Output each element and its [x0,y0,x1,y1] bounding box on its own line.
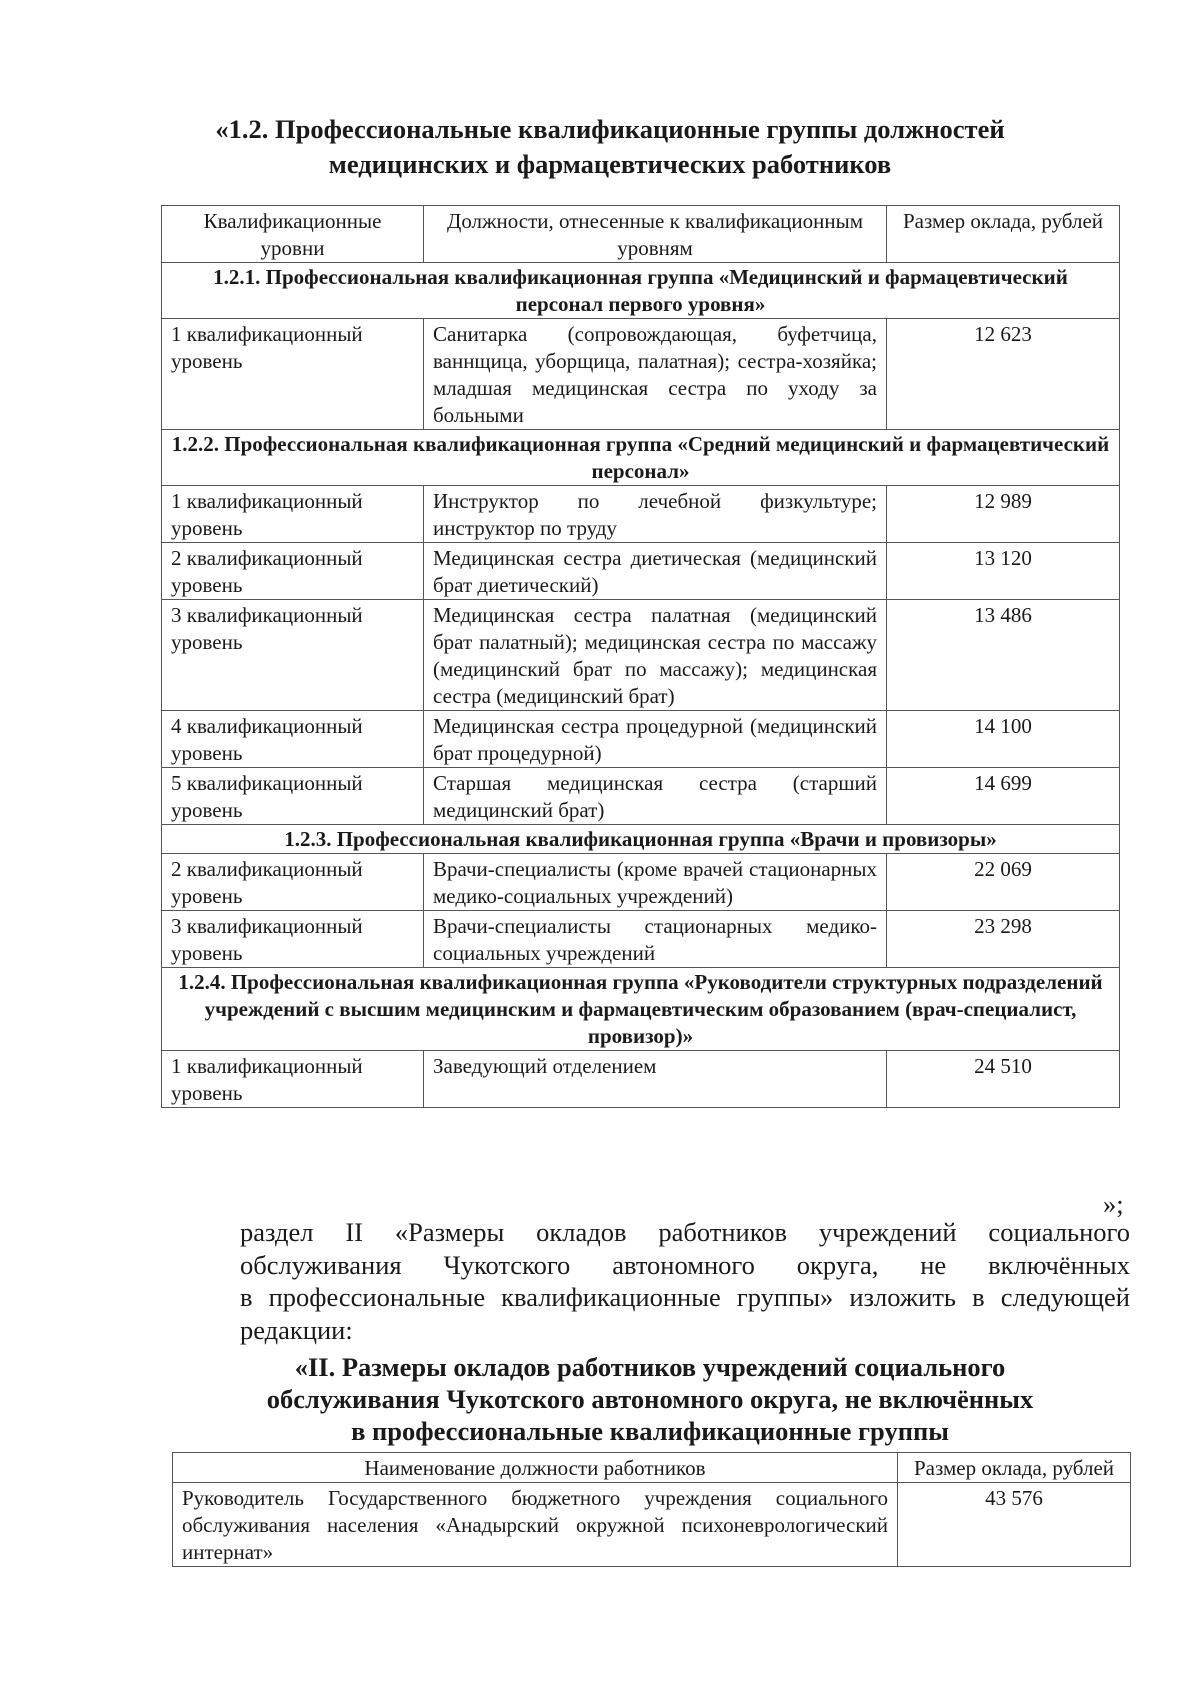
level-cell: 2 квалификационный уровень [162,543,424,600]
salary-cell: 24 510 [887,1051,1120,1108]
group-title: 1.2.4. Профессиональная квалификационная группа «Руководители структурных подразделений учреждений с высшим медицинским и фармацевтическим образованием (врач-специалист, провизор)» [162,968,1120,1051]
section-title-line: обслуживания Чукотского автономного округа, не включённых [266,1384,1034,1414]
position-cell: Руководитель Государственного бюджетного учреждения социального обслуживания населения «Анадырский окружной психоневрологический интернат» [173,1483,898,1567]
salary-cell: 12 623 [887,319,1120,430]
paragraph-line: в профессиональные квалификационные группы» изложить в следующей [240,1282,1130,1312]
table-header-row [173,1453,1131,1483]
column-header-salary: Размер оклада, рублей [898,1453,1131,1483]
salary-cell: 13 120 [887,543,1120,600]
salary-cell: 14 100 [887,711,1120,768]
position-cell: Старшая медицинская сестра (старший медицинский брат) [424,768,887,825]
qualification-groups-table [161,205,1120,1108]
salary-cell: 43 576 [898,1483,1131,1567]
section-title-line: в профессиональные квалификационные группы [351,1416,949,1446]
position-cell: Медицинская сестра процедурной (медицинский брат процедурной) [424,711,887,768]
salary-cell: 23 298 [887,911,1120,968]
section-title-line: «II. Размеры окладов работников учреждений социального [294,1352,1006,1382]
column-header-salary: Размер оклада, рублей [887,206,1120,263]
section-title-line: медицинских и фармацевтических работников [328,149,892,179]
other-positions-table-body [173,1453,1131,1567]
group-header-row [162,825,1120,854]
position-cell: Заведующий отделением [424,1051,887,1108]
group-header-row [162,430,1120,486]
level-cell: 1 квалификационный уровень [162,319,424,430]
column-header-position: Должности, отнесенные к квалификационным уровням [424,206,887,263]
salary-cell: 14 699 [887,768,1120,825]
group-title: 1.2.2. Профессиональная квалификационная группа «Средний медицинский и фармацевтический персонал» [162,430,1120,486]
table-header-row [162,206,1120,263]
salary-cell: 22 069 [887,854,1120,911]
group-header-row [162,968,1120,1051]
level-cell: 1 квалификационный уровень [162,1051,424,1108]
position-cell: Инструктор по лечебной физкультуре; инструктор по труду [424,486,887,543]
position-cell: Врачи-специалисты (кроме врачей стационарных медико-социальных учреждений) [424,854,887,911]
position-cell: Санитарка (сопровождающая, буфетчица, ваннщица, уборщица, палатная); сестра-хозяйка; младшая медицинская сестра по уходу за больными [424,319,887,430]
position-cell: Медицинская сестра палатная (медицинский брат палатный); медицинская сестра по массажу (медицинский брат по массажу); медицинская сестра (медицинский брат) [424,600,887,711]
level-cell: 2 квалификационный уровень [162,854,424,911]
table-row [162,600,1120,711]
other-positions-table [172,1452,1131,1567]
table-row [162,768,1120,825]
paragraph-line: редакции: [240,1314,353,1345]
position-cell: Медицинская сестра диетическая (медицинский брат диетический) [424,543,887,600]
closing-quote-mark: »; [1103,1189,1124,1219]
table-row [162,543,1120,600]
level-cell: 4 квалификационный уровень [162,711,424,768]
table-row [162,854,1120,911]
level-cell: 5 квалификационный уровень [162,768,424,825]
salary-cell: 12 989 [887,486,1120,543]
column-header-position: Наименование должности работников [173,1453,898,1483]
section-title-line: «1.2. Профессиональные квалификационные группы должностей [215,114,1005,144]
group-title: 1.2.3. Профессиональная квалификационная группа «Врачи и провизоры» [162,825,1120,854]
level-cell: 1 квалификационный уровень [162,486,424,543]
paragraph-line: обслуживания Чукотского автономного округа, не включённых [240,1249,1130,1280]
section-title [150,112,1070,182]
qualification-groups-table-body [162,206,1120,1108]
salary-cell: 13 486 [887,600,1120,711]
amendment-paragraph [173,1216,1130,1346]
section-title-2 [160,1351,1140,1447]
group-title: 1.2.1. Профессиональная квалификационная группа «Медицинский и фармацевтический персонал первого уровня» [162,263,1120,319]
table-row [162,1051,1120,1108]
group-header-row [162,263,1120,319]
table-row [162,486,1120,543]
table-row [162,319,1120,430]
table-row [173,1483,1131,1567]
level-cell: 3 квалификационный уровень [162,911,424,968]
table-row [162,911,1120,968]
paragraph-line: раздел II «Размеры окладов работников учреждений социального [240,1217,1130,1247]
column-header-level: Квалификационные уровни [162,206,424,263]
position-cell: Врачи-специалисты стационарных медико-социальных учреждений [424,911,887,968]
level-cell: 3 квалификационный уровень [162,600,424,711]
table-row [162,711,1120,768]
